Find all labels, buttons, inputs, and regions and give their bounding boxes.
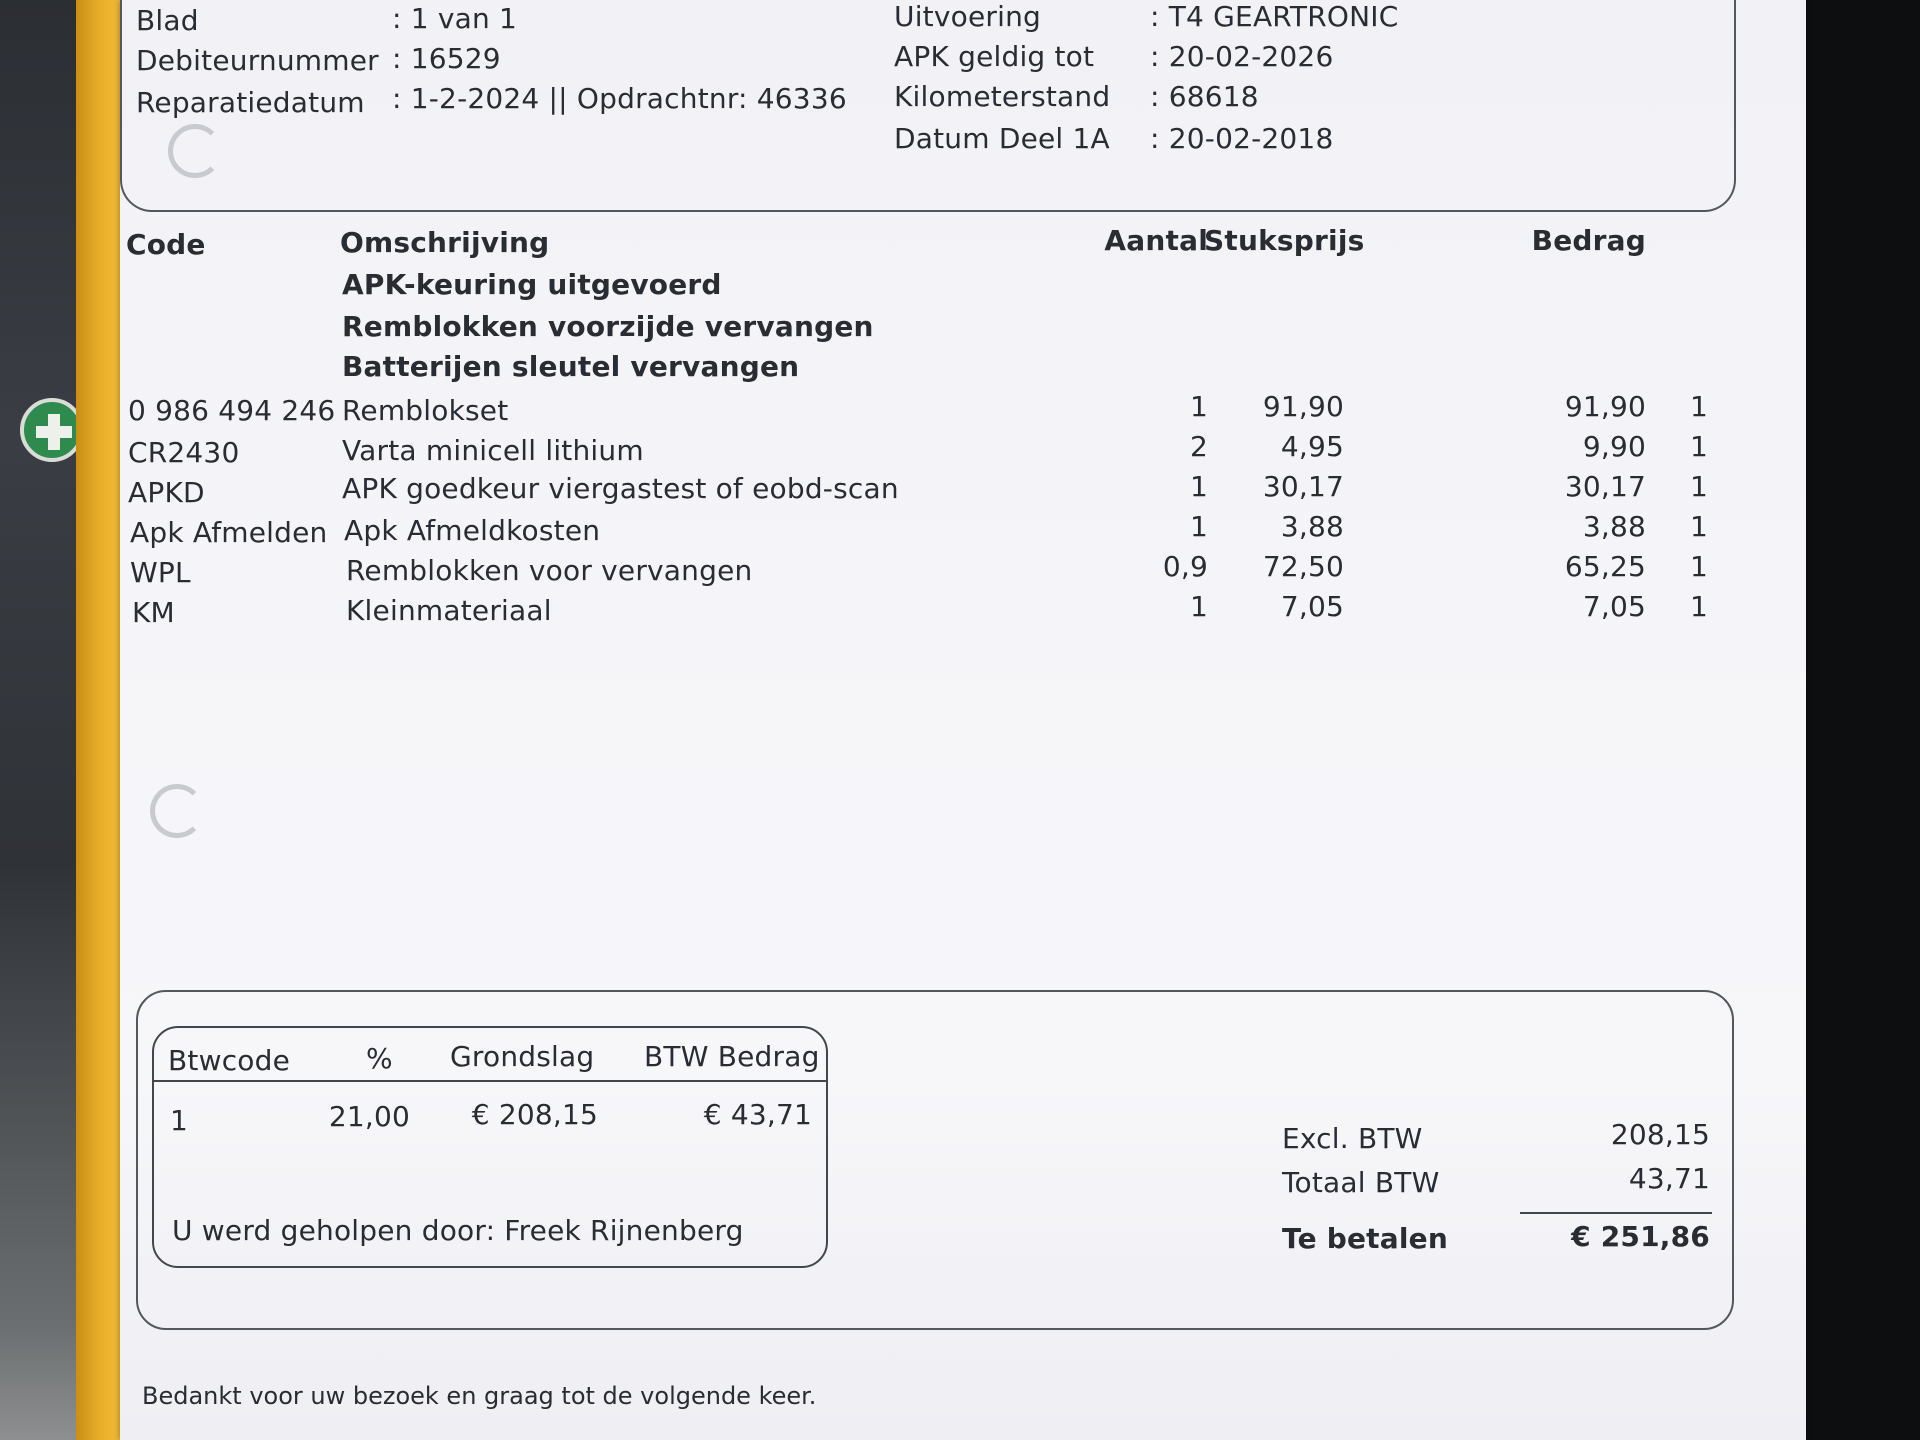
row-qty: 0,9 — [1162, 550, 1208, 583]
total-vat-label: Totaal BTW — [1282, 1166, 1440, 1199]
header-label-mileage: Kilometerstand — [894, 80, 1111, 113]
header-value-version: : T4 GEARTRONIC — [1150, 0, 1399, 33]
right-background-strip — [1805, 0, 1920, 1440]
vat-header-base: Grondslag — [450, 1040, 595, 1073]
work-line: Batterijen sleutel vervangen — [342, 350, 800, 383]
header-value-apk-valid: : 20-02-2026 — [1150, 40, 1334, 73]
row-vat-code: 1 — [1690, 550, 1709, 583]
total-vat-value: 43,71 — [1628, 1162, 1710, 1195]
row-code: 0 986 494 246 — [128, 394, 336, 427]
row-amount: 91,90 — [1564, 390, 1646, 423]
row-qty: 1 — [1189, 390, 1208, 423]
work-line: APK-keuring uitgevoerd — [342, 268, 722, 301]
amount-due-label: Te betalen — [1282, 1222, 1448, 1255]
row-unit-price: 30,17 — [1262, 470, 1344, 503]
row-amount: 7,05 — [1582, 590, 1646, 623]
row-qty: 2 — [1189, 430, 1208, 463]
row-amount: 65,25 — [1564, 550, 1646, 583]
header-label-sheet: Blad — [136, 4, 199, 37]
row-unit-price: 7,05 — [1280, 590, 1344, 623]
vat-header-pct: % — [366, 1042, 393, 1075]
totals-divider — [1520, 1212, 1712, 1214]
row-qty: 1 — [1189, 590, 1208, 623]
col-header-qty: Aantal — [1104, 224, 1208, 257]
row-vat-code: 1 — [1690, 510, 1709, 543]
vat-header-code: Btwcode — [168, 1044, 291, 1077]
col-header-amount: Bedrag — [1531, 224, 1646, 257]
excl-vat-value: 208,15 — [1610, 1118, 1710, 1151]
header-value-repair-date: : 1-2-2024 || Opdrachtnr: 46336 — [392, 82, 847, 115]
excl-vat-label: Excl. BTW — [1282, 1122, 1423, 1155]
work-line: Remblokken voorzijde vervangen — [342, 310, 874, 343]
header-value-part-1a: : 20-02-2018 — [1150, 122, 1334, 155]
header-label-version: Uitvoering — [894, 0, 1041, 33]
row-vat-code: 1 — [1690, 430, 1709, 463]
amount-due-value: € 251,86 — [1571, 1220, 1710, 1253]
row-vat-code: 1 — [1690, 390, 1709, 423]
row-unit-price: 3,88 — [1280, 510, 1344, 543]
vat-header-amount: BTW Bedrag — [644, 1040, 820, 1073]
row-code: Apk Afmelden — [130, 516, 328, 549]
col-header-unit-price: Stuksprijs — [1204, 224, 1365, 257]
first-aid-cross-icon — [20, 398, 84, 462]
header-value-sheet: : 1 van 1 — [392, 2, 518, 35]
invoice-paper — [120, 0, 1806, 1440]
left-background-strip — [0, 0, 78, 1440]
row-description: Varta minicell lithium — [342, 434, 644, 467]
header-value-debtor: : 16529 — [392, 42, 501, 75]
row-vat-code: 1 — [1690, 470, 1709, 503]
row-code: KM — [132, 596, 175, 629]
row-description: APK goedkeur viergastest of eobd-scan — [342, 472, 899, 505]
row-vat-code: 1 — [1690, 590, 1709, 623]
row-unit-price: 4,95 — [1280, 430, 1344, 463]
row-unit-price: 72,50 — [1262, 550, 1344, 583]
col-header-code: Code — [126, 228, 206, 261]
header-label-repair-date: Reparatiedatum — [136, 86, 365, 119]
row-qty: 1 — [1189, 510, 1208, 543]
col-header-description: Omschrijving — [340, 226, 550, 259]
row-description: Apk Afmeldkosten — [344, 514, 601, 547]
header-label-apk-valid: APK geldig tot — [894, 40, 1095, 73]
row-code: APKD — [128, 476, 205, 509]
vat-row-base: € 208,15 — [471, 1098, 598, 1131]
row-unit-price: 91,90 — [1262, 390, 1344, 423]
row-description: Remblokken voor vervangen — [346, 554, 753, 587]
row-amount: 3,88 — [1582, 510, 1646, 543]
vat-row-pct: 21,00 — [328, 1100, 410, 1133]
header-value-mileage: : 68618 — [1150, 80, 1259, 113]
row-qty: 1 — [1189, 470, 1208, 503]
punch-hole — [150, 784, 204, 838]
row-code: WPL — [130, 556, 191, 589]
punch-hole — [168, 124, 222, 178]
footer-thanks: Bedankt voor uw bezoek en graag tot de volgende keer. — [142, 1382, 817, 1410]
header-label-part-1a: Datum Deel 1A — [894, 122, 1110, 155]
row-amount: 30,17 — [1564, 470, 1646, 503]
vat-row-code: 1 — [170, 1104, 189, 1137]
row-description: Kleinmateriaal — [346, 594, 552, 627]
row-code: CR2430 — [128, 436, 240, 469]
row-amount: 9,90 — [1582, 430, 1646, 463]
vat-row-amount: € 43,71 — [703, 1098, 812, 1131]
header-label-debtor: Debiteurnummer — [136, 44, 379, 77]
vat-header-divider — [154, 1080, 826, 1082]
row-description: Remblokset — [342, 394, 509, 427]
helped-by-text: U werd geholpen door: Freek Rijnenberg — [172, 1214, 744, 1247]
